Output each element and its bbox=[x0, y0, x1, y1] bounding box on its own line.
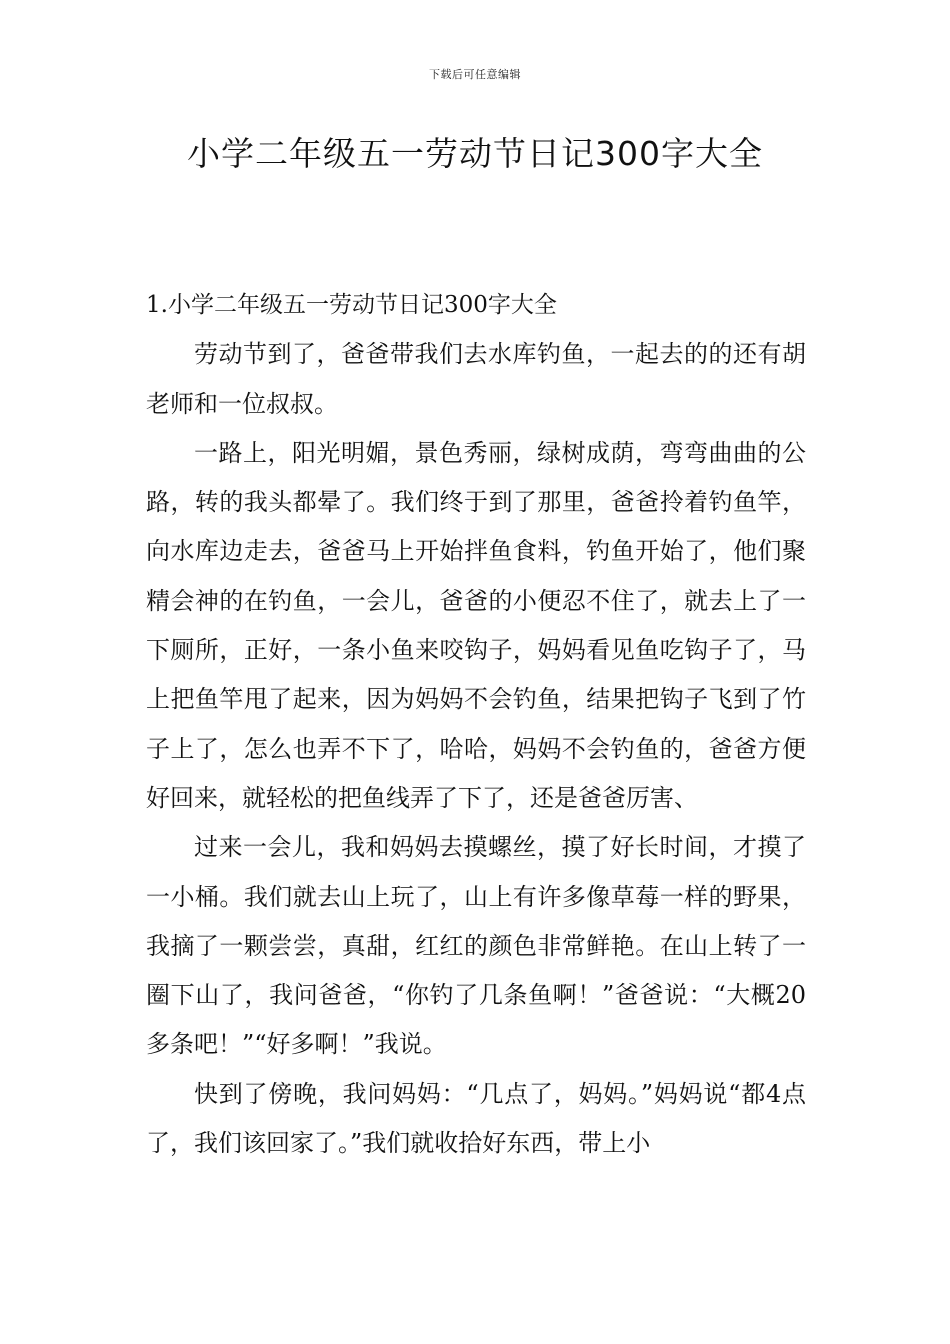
document-title: 小学二年级五一劳动节日记300字大全 bbox=[187, 134, 763, 173]
paragraph: 快到了傍晚，我问妈妈：“几点了，妈妈。”妈妈说“都4点了，我们该回家了。”我们就收拾好东西，带上小 bbox=[146, 1079, 806, 1158]
paragraph: 一路上，阳光明媚，景色秀丽，绿树成荫，弯弯曲曲的公路，转的我头都晕了。我们终于到了那里，爸爸拎着钓鱼竿，向水库边走去，爸爸马上开始拌鱼食料，钓鱼开始了，他们聚精会神的在钓鱼，一会儿，爸爸的小便忍不住了，就去上了一下厕所，正好，一条小鱼来咬钩子，妈妈看见鱼吃钩子了，马上把鱼竿甩了起来，因为妈妈不会钓鱼，结果把钩子飞到了竹子上了，怎么也弄不下了，哈哈，妈妈不会钓鱼的，爸爸方便好回来，就轻松的把鱼线弄了下了，还是爸爸厉害、 bbox=[146, 438, 806, 812]
document-body bbox=[146, 281, 806, 1168]
paragraph: 劳动节到了，爸爸带我们去水库钓鱼，一起去的的还有胡老师和一位叔叔。 bbox=[146, 340, 806, 418]
section-heading: 1.小学二年级五一劳动节日记300字大全 bbox=[146, 292, 557, 318]
header-note: 下载后可任意编辑 bbox=[429, 68, 521, 81]
paragraph: 过来一会儿，我和妈妈去摸螺丝，摸了好长时间，才摸了一小桶。我们就去山上玩了，山上有许多像草莓一样的野果，我摘了一颗尝尝，真甜，红红的颜色非常鲜艳。在山上转了一圈下山了，我问爸爸，“你钓了几条鱼啊！”爸爸说：“大概20多条吧！”“好多啊！”我说。 bbox=[146, 833, 806, 1059]
